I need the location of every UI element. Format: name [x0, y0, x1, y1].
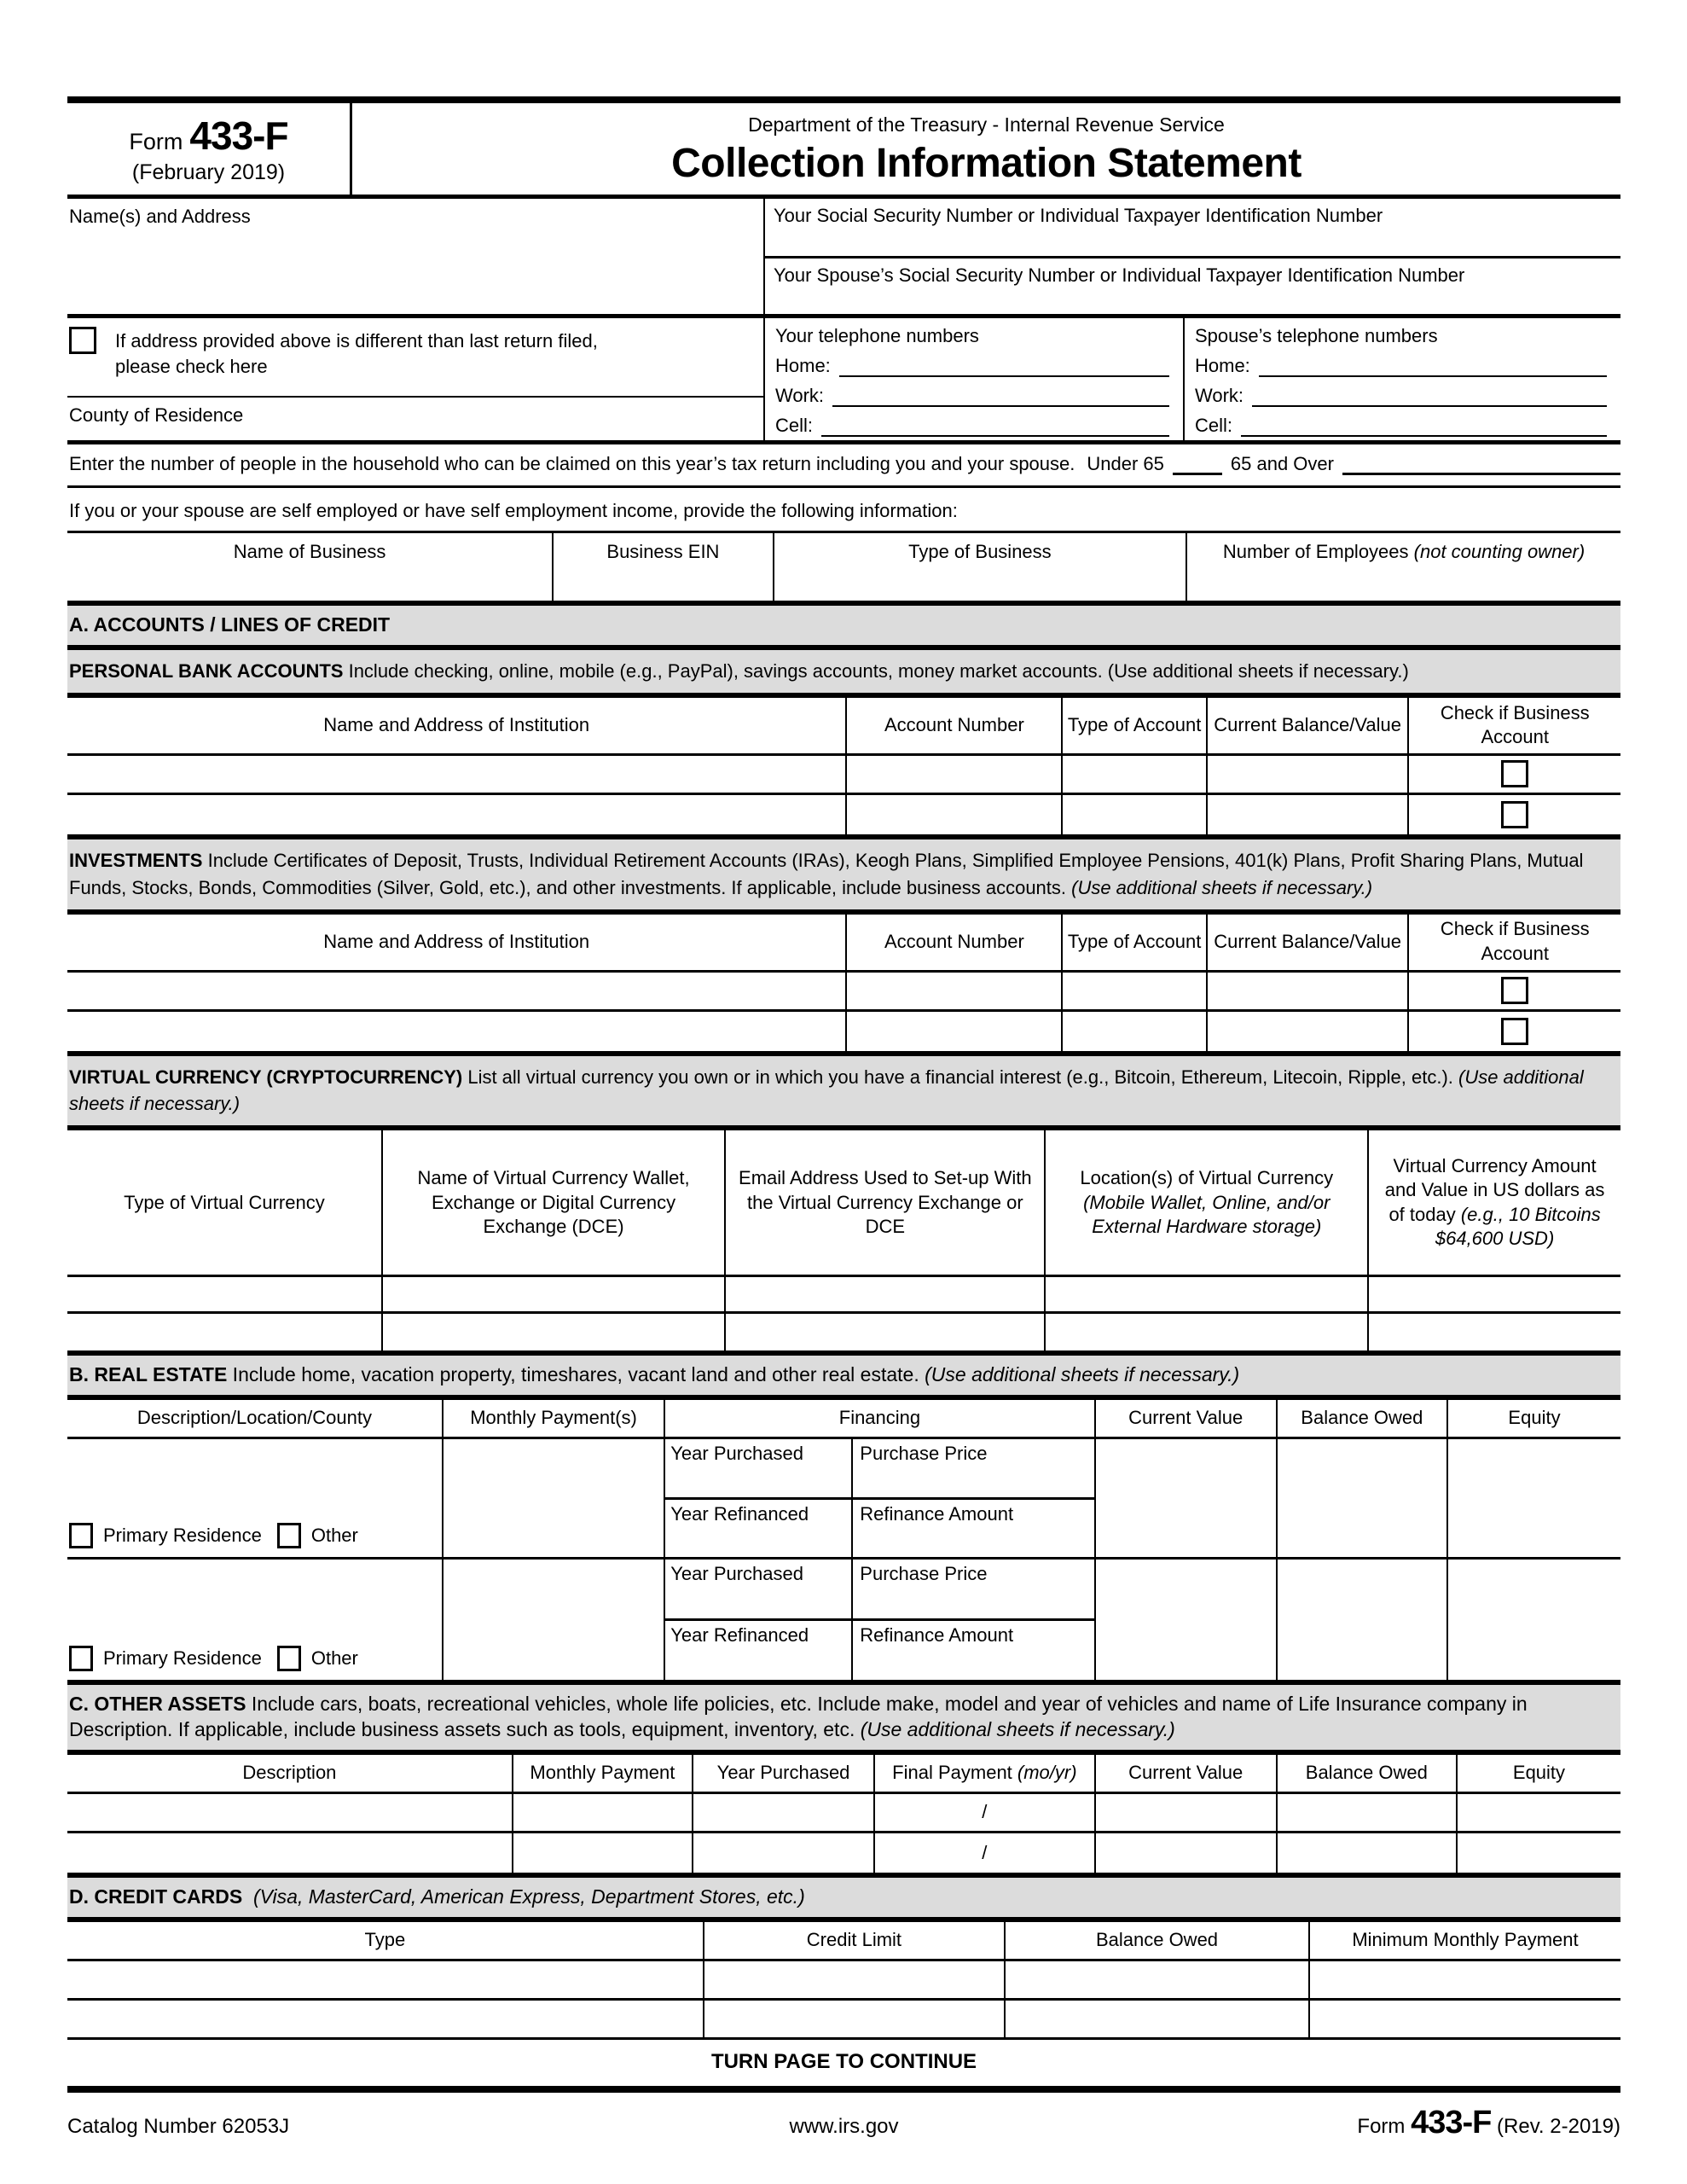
- col-vc-location: Location(s) of Virtual Currency (Mobile Wallet, Online, and/or External Hardware storage): [1044, 1130, 1367, 1275]
- cc-type-field[interactable]: [67, 2001, 703, 2037]
- your-cell-label: Cell:: [775, 415, 814, 436]
- virtual-currency-table-header: [67, 1130, 1620, 1277]
- bank-balance-field[interactable]: [1206, 795, 1408, 834]
- col-balance: Current Balance/Value: [1206, 915, 1408, 970]
- section-b-header: [67, 1350, 1620, 1400]
- re-description-field[interactable]: [67, 1560, 442, 1680]
- vc-type-field[interactable]: [67, 1314, 381, 1350]
- your-phones-label: Your telephone numbers: [775, 325, 979, 346]
- virtual-currency-table: [67, 1130, 1620, 1350]
- re-refinance-amount-field[interactable]: Refinance Amount: [860, 1624, 1014, 1647]
- col-oa-monthly: Monthly Payment: [512, 1755, 692, 1792]
- oa-description-field[interactable]: [67, 1794, 512, 1831]
- section-b-desc-italic: (Use additional sheets if necessary.): [925, 1363, 1240, 1386]
- bank-account-type-field[interactable]: [1061, 795, 1205, 834]
- vc-amount-field[interactable]: [1367, 1314, 1620, 1350]
- bank-accounts-lead: PERSONAL BANK ACCOUNTS: [69, 659, 344, 682]
- vc-email-field[interactable]: [724, 1277, 1044, 1311]
- cc-limit-field[interactable]: [703, 2001, 1004, 2037]
- your-cell-phone-field[interactable]: [821, 415, 1169, 437]
- re-year-refinanced-field[interactable]: Year Refinanced: [665, 1500, 853, 1558]
- cc-balance-field[interactable]: [1004, 2001, 1308, 2037]
- col-business-account: Check if Business Account: [1407, 915, 1620, 970]
- bank-balance-field[interactable]: [1206, 756, 1408, 793]
- section-d-header: [67, 1873, 1620, 1922]
- section-c-desc: Include cars, boats, recreational vehicles, whole life policies, etc. Include make, model and year of vehicles and name of Life Insurance company in Description. If applicable, include business assets such as tools, equipment, inventory, etc.: [69, 1693, 1528, 1741]
- your-work-phone-field[interactable]: [832, 385, 1169, 407]
- primary-residence-label: Primary Residence: [103, 1525, 262, 1547]
- over-65-field[interactable]: [1342, 456, 1620, 475]
- other-asset-row-1: [67, 1794, 1620, 1833]
- real-estate-row-1: [67, 1439, 1620, 1560]
- col-oa-year-purchased: Year Purchased: [692, 1755, 873, 1792]
- your-ssn-field[interactable]: [765, 199, 1620, 258]
- under-65-label: Under 65: [1087, 453, 1164, 474]
- household-count-row: [67, 444, 1620, 488]
- identity-section: [67, 199, 1620, 318]
- bank-business-checkbox[interactable]: [1501, 760, 1528, 787]
- spouse-work-phone-field[interactable]: [1252, 385, 1607, 407]
- virtual-currency-note: [67, 1051, 1620, 1131]
- cc-limit-field[interactable]: [703, 1961, 1004, 1998]
- re-current-value-field[interactable]: [1094, 1439, 1276, 1557]
- business-employees-header: Number of Employees: [1222, 541, 1414, 562]
- investment-business-checkbox[interactable]: [1501, 977, 1528, 1004]
- spouse-home-phone-field[interactable]: [1259, 355, 1607, 377]
- re-monthly-payment-field[interactable]: [442, 1439, 664, 1557]
- ssn-column: [765, 199, 1620, 314]
- vc-location-field[interactable]: [1044, 1277, 1367, 1311]
- col-cc-balance: Balance Owed: [1004, 1922, 1308, 1959]
- col-vc-wallet: Name of Virtual Currency Wallet, Exchange or Digital Currency Exchange (DCE): [381, 1130, 724, 1275]
- business-ein-field[interactable]: [552, 533, 773, 601]
- bank-accounts-table: [67, 698, 1620, 834]
- investments-desc-italic: (Use additional sheets if necessary.): [1071, 876, 1373, 898]
- oa-final-payment-field[interactable]: [873, 1794, 1094, 1831]
- col-vc-amount: Virtual Currency Amount and Value in US dollars as of today (e.g., 10 Bitcoins $64,600 USD): [1367, 1130, 1620, 1275]
- address-different-row: [67, 318, 763, 396]
- section-c-desc-italic: (Use additional sheets if necessary.): [860, 1718, 1175, 1741]
- spouse-phones-column: [1185, 318, 1620, 440]
- catalog-number: Catalog Number 62053J: [67, 2114, 290, 2138]
- investment-account-number-field[interactable]: [845, 973, 1061, 1009]
- re-financing-block: [664, 1439, 1093, 1557]
- primary-residence-label: Primary Residence: [103, 1647, 262, 1670]
- bank-accounts-desc: Include checking, online, mobile (e.g., PayPal), savings accounts, money market accounts. (Use additional sheets if necessary.): [343, 659, 1409, 682]
- form-content: [67, 96, 1620, 2141]
- investment-row-1: [67, 973, 1620, 1012]
- bank-row-2: [67, 795, 1620, 834]
- spouse-ssn-label: Your Spouse’s Social Security Number or Individual Taxpayer Identification Number: [774, 264, 1465, 286]
- re-refinance-amount-field[interactable]: Refinance Amount: [860, 1502, 1014, 1525]
- your-work-label: Work:: [775, 385, 825, 406]
- bank-account-type-field[interactable]: [1061, 756, 1205, 793]
- your-ssn-label: Your Social Security Number or Individual Taxpayer Identification Number: [774, 205, 1383, 226]
- form-revision-date: (February 2019): [131, 160, 286, 184]
- primary-residence-checkbox[interactable]: [69, 1523, 93, 1548]
- bank-row-1: [67, 756, 1620, 795]
- oa-balance-owed-field[interactable]: [1276, 1833, 1456, 1873]
- col-re-financing: Financing: [664, 1400, 1093, 1437]
- spouse-home-label: Home:: [1195, 355, 1250, 376]
- vc-type-field[interactable]: [67, 1277, 381, 1311]
- business-employees-note: (not counting owner): [1413, 541, 1586, 562]
- col-re-description: Description/Location/County: [136, 1407, 372, 1429]
- your-phones-column: [765, 318, 1185, 440]
- col-re-monthly: Monthly Payment(s): [442, 1400, 664, 1437]
- credit-card-row-2: [67, 2001, 1620, 2040]
- business-type-field[interactable]: [773, 533, 1186, 601]
- re-year-refinanced-field[interactable]: Year Refinanced: [665, 1621, 853, 1680]
- oa-final-payment-field[interactable]: [873, 1833, 1094, 1873]
- top-rule: [67, 96, 1620, 103]
- address-different-label: If address provided above is different than last return filed, please check here: [115, 330, 598, 377]
- other-assets-table-header: [67, 1755, 1620, 1794]
- cc-balance-field[interactable]: [1004, 1961, 1308, 1998]
- section-d-lead: D. CREDIT CARDS: [69, 1885, 243, 1908]
- spouse-cell-label: Cell:: [1195, 415, 1233, 436]
- col-oa-balance-owed: Balance Owed: [1276, 1755, 1456, 1792]
- name-address-field[interactable]: [67, 199, 765, 314]
- col-institution: Name and Address of Institution: [323, 930, 590, 952]
- form-title-block: [352, 103, 1620, 195]
- other-assets-table: [67, 1755, 1620, 1873]
- form-word: Form: [129, 129, 183, 154]
- real-estate-table: [67, 1400, 1620, 1680]
- section-c-header: [67, 1680, 1620, 1755]
- col-account-number: Account Number: [845, 915, 1061, 970]
- col-account-number: Account Number: [845, 698, 1061, 753]
- business-employees-field[interactable]: [1186, 533, 1620, 601]
- virtual-currency-desc: List all virtual currency you own or in which you have a financial interest (e.g., Bitcoin, Ethereum, Litecoin, Ripple, etc.).: [462, 1066, 1458, 1088]
- vc-amount-field[interactable]: [1367, 1277, 1620, 1311]
- bank-institution-field[interactable]: [67, 756, 845, 793]
- business-table: [67, 531, 1620, 601]
- re-year-purchased-field[interactable]: Year Purchased: [665, 1560, 853, 1618]
- section-a-header: A. ACCOUNTS / LINES OF CREDIT: [67, 601, 1620, 650]
- investment-balance-field[interactable]: [1206, 1012, 1408, 1051]
- other-label: Other: [310, 1525, 358, 1547]
- other-asset-row-2: [67, 1833, 1620, 1873]
- vc-wallet-field[interactable]: [381, 1277, 724, 1311]
- footer-form-id: Form 433-F (Rev. 2-2019): [1357, 2104, 1620, 2140]
- bank-institution-field[interactable]: [67, 795, 845, 834]
- re-purchase-price-field[interactable]: Purchase Price: [860, 1563, 988, 1585]
- col-cc-limit: Credit Limit: [703, 1922, 1004, 1959]
- county-label: County of Residence: [69, 404, 244, 426]
- credit-card-row-1: [67, 1961, 1620, 2001]
- over-65-label: 65 and Over: [1230, 453, 1334, 474]
- re-purchase-price-field[interactable]: Purchase Price: [860, 1443, 988, 1465]
- cc-type-field[interactable]: [67, 1961, 703, 1998]
- virtual-currency-desc-italic: (Use additional sheets if necessary.): [69, 1066, 1584, 1115]
- investment-business-checkbox[interactable]: [1501, 1018, 1528, 1045]
- oa-year-purchased-field[interactable]: [692, 1833, 873, 1873]
- col-institution: Name and Address of Institution: [323, 713, 590, 735]
- oa-current-value-field[interactable]: [1094, 1794, 1276, 1831]
- virtual-currency-row-1: [67, 1277, 1620, 1314]
- business-ein-header: Business EIN: [606, 541, 720, 562]
- oa-current-value-field[interactable]: [1094, 1833, 1276, 1873]
- name-address-label: Name(s) and Address: [69, 206, 251, 227]
- investments-table: [67, 915, 1620, 1051]
- oa-description-field[interactable]: [67, 1833, 512, 1873]
- investments-desc: Include Certificates of Deposit, Trusts, Individual Retirement Accounts (IRAs), Keogh Plans, Simplified Employee Pensions, 401(k) Plans, Profit Sharing Plans, Mutual Funds, Stocks, Bonds, Commodities (Silver, Gold, etc.), and other investments. If applicable, include business accounts.: [69, 849, 1584, 898]
- investments-note: [67, 834, 1620, 915]
- primary-residence-checkbox[interactable]: [69, 1646, 93, 1671]
- re-financing-block: [664, 1560, 1093, 1680]
- cc-minimum-field[interactable]: [1308, 2001, 1620, 2037]
- business-type-header: Type of Business: [908, 541, 1052, 562]
- col-re-balance-owed: Balance Owed: [1276, 1400, 1446, 1437]
- oa-equity-field[interactable]: [1456, 1833, 1620, 1873]
- spouse-ssn-field[interactable]: [765, 258, 1620, 314]
- investment-balance-field[interactable]: [1206, 973, 1408, 1009]
- county-of-residence-field[interactable]: [67, 396, 763, 440]
- col-re-current-value: Current Value: [1094, 1400, 1276, 1437]
- form-number-block: [67, 103, 352, 195]
- bank-accounts-note: [67, 650, 1620, 698]
- spouse-phones-label: Spouse’s telephone numbers: [1195, 325, 1438, 346]
- vc-wallet-field[interactable]: [381, 1314, 724, 1350]
- spouse-cell-phone-field[interactable]: [1241, 415, 1607, 437]
- investments-table-header: [67, 915, 1620, 973]
- col-oa-final-payment: Final Payment (mo/yr): [873, 1755, 1094, 1792]
- col-account-type: Type of Account: [1061, 915, 1205, 970]
- bank-business-checkbox[interactable]: [1501, 801, 1528, 828]
- investment-institution-field[interactable]: [67, 973, 845, 1009]
- business-name-header: Name of Business: [233, 541, 386, 562]
- irs-website: www.irs.gov: [789, 2114, 899, 2138]
- address-county-column: [67, 318, 765, 440]
- col-account-type: Type of Account: [1061, 698, 1205, 753]
- col-cc-type: Type: [364, 1929, 406, 1951]
- col-oa-current-value: Current Value: [1094, 1755, 1276, 1792]
- oa-monthly-payment-field[interactable]: [512, 1794, 692, 1831]
- investment-account-number-field[interactable]: [845, 1012, 1061, 1051]
- other-checkbox[interactable]: [277, 1646, 301, 1671]
- credit-cards-table-header: [67, 1922, 1620, 1961]
- your-home-phone-field[interactable]: [839, 355, 1169, 377]
- vc-email-field[interactable]: [724, 1314, 1044, 1350]
- col-oa-description: Description: [242, 1762, 337, 1784]
- your-home-label: Home:: [775, 355, 831, 376]
- col-cc-minimum: Minimum Monthly Payment: [1308, 1922, 1620, 1959]
- spouse-work-label: Work:: [1195, 385, 1244, 406]
- section-c-lead: C. OTHER ASSETS: [69, 1693, 246, 1716]
- bank-account-number-field[interactable]: [845, 756, 1061, 793]
- page-title: Collection Information Statement: [671, 141, 1301, 186]
- real-estate-row-2: [67, 1560, 1620, 1680]
- turn-page-notice: TURN PAGE TO CONTINUE: [710, 2049, 977, 2073]
- department-line: Department of the Treasury - Internal Revenue Service: [748, 113, 1225, 136]
- real-estate-table-header: [67, 1400, 1620, 1439]
- re-monthly-payment-field[interactable]: [442, 1560, 664, 1680]
- section-b-desc: Include home, vacation property, timeshares, vacant land and other real estate.: [227, 1363, 925, 1386]
- re-equity-field[interactable]: [1446, 1560, 1620, 1680]
- investment-account-type-field[interactable]: [1061, 973, 1205, 1009]
- oa-monthly-payment-field[interactable]: [512, 1833, 692, 1873]
- credit-cards-table: [67, 1922, 1620, 2040]
- contact-section: [67, 318, 1620, 444]
- re-balance-owed-field[interactable]: [1276, 1439, 1446, 1557]
- virtual-currency-lead: VIRTUAL CURRENCY (CRYPTOCURRENCY): [69, 1066, 463, 1088]
- address-different-checkbox[interactable]: [69, 327, 96, 354]
- col-balance: Current Balance/Value: [1206, 698, 1408, 753]
- investments-lead: INVESTMENTS: [69, 849, 203, 871]
- bank-table-header: [67, 698, 1620, 756]
- col-oa-equity: Equity: [1456, 1755, 1620, 1792]
- date-slash: /: [982, 1841, 988, 1863]
- household-count-text: Enter the number of people in the household who can be claimed on this year’s tax return including you and your spouse.: [69, 453, 1075, 474]
- investment-institution-field[interactable]: [67, 1012, 845, 1051]
- cc-minimum-field[interactable]: [1308, 1961, 1620, 1998]
- col-vc-type: Type of Virtual Currency: [124, 1191, 325, 1213]
- page-footer: [67, 2093, 1620, 2141]
- virtual-currency-row-2: [67, 1314, 1620, 1350]
- section-d-desc-italic: (Visa, MasterCard, American Express, Department Stores, etc.): [252, 1885, 805, 1908]
- section-b-lead: B. REAL ESTATE: [69, 1363, 228, 1386]
- re-equity-field[interactable]: [1446, 1439, 1620, 1557]
- other-checkbox[interactable]: [277, 1523, 301, 1548]
- investment-account-type-field[interactable]: [1061, 1012, 1205, 1051]
- re-description-field[interactable]: [67, 1439, 442, 1557]
- oa-year-purchased-field[interactable]: [692, 1794, 873, 1831]
- other-label: Other: [310, 1647, 358, 1670]
- col-business-account: Check if Business Account: [1407, 698, 1620, 753]
- col-re-equity: Equity: [1446, 1400, 1620, 1437]
- investment-row-2: [67, 1012, 1620, 1051]
- self-employment-intro: If you or your spouse are self employed or have self employment income, provide the following information:: [69, 500, 958, 521]
- bottom-rule: [67, 2086, 1620, 2093]
- date-slash: /: [982, 1801, 988, 1823]
- under-65-field[interactable]: [1173, 456, 1222, 475]
- col-vc-email: Email Address Used to Set-up With the Virtual Currency Exchange or DCE: [724, 1130, 1044, 1275]
- form-header: [67, 103, 1620, 199]
- re-current-value-field[interactable]: [1094, 1560, 1276, 1680]
- form-number: 433-F: [189, 113, 288, 158]
- oa-balance-owed-field[interactable]: [1276, 1794, 1456, 1831]
- bank-account-number-field[interactable]: [845, 795, 1061, 834]
- vc-location-field[interactable]: [1044, 1314, 1367, 1350]
- re-year-purchased-field[interactable]: Year Purchased: [665, 1439, 853, 1497]
- business-name-field[interactable]: [67, 533, 552, 601]
- re-balance-owed-field[interactable]: [1276, 1560, 1446, 1680]
- oa-equity-field[interactable]: [1456, 1794, 1620, 1831]
